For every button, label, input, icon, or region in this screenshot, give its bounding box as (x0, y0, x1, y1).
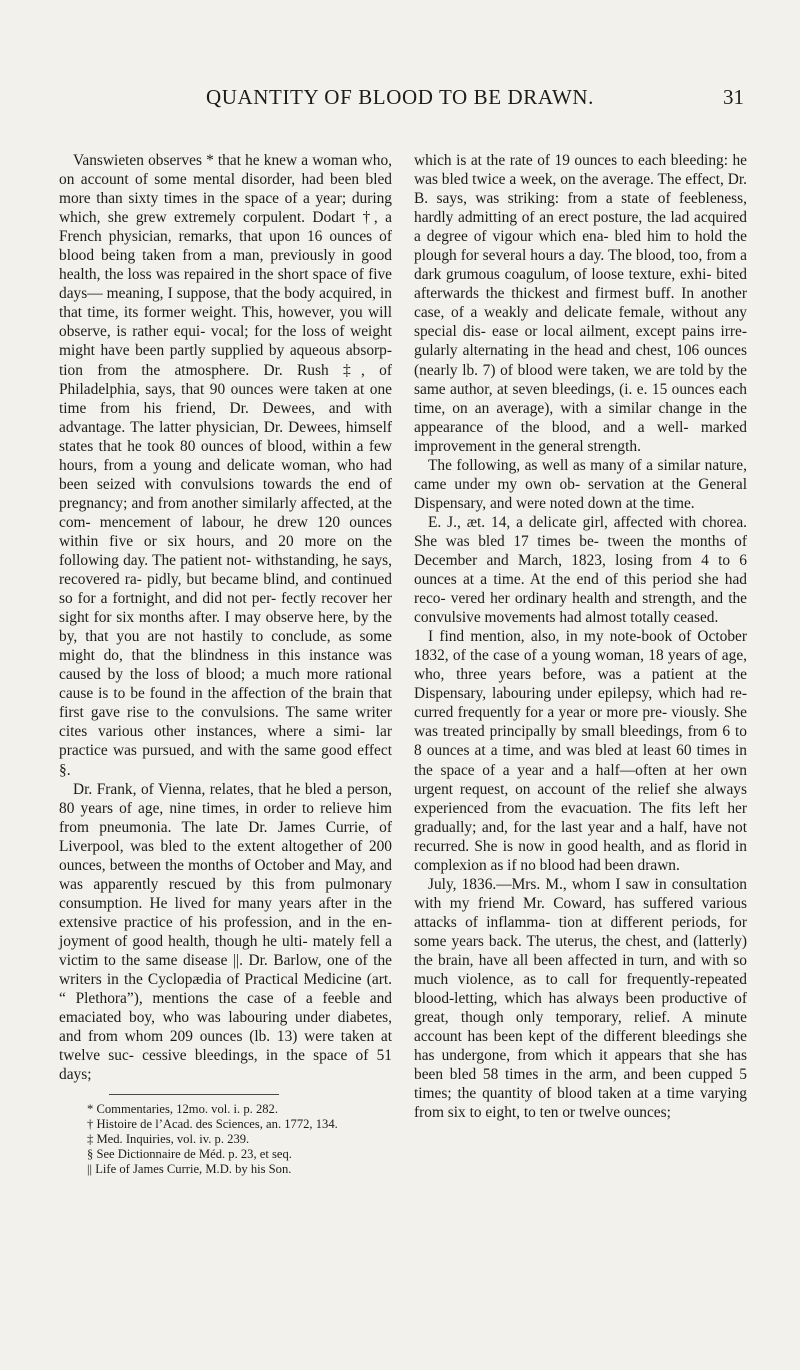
paragraph-case-chorea: E. J., æt. 14, a delicate girl, affected with chorea. She was bled 17 times be- tween the months of December and March, 1823, losing from 4 to 6 ounces at a time. At the end of this period she had reco- vered her ordinary health and strength, and the convulsive movements had almost totally ceased. (414, 513, 747, 627)
footnote-1: * Commentaries, 12mo. vol. i. p. 282. (87, 1102, 278, 1117)
running-title: QUANTITY OF BLOOD TO BE DRAWN. (205, 85, 595, 109)
page-number: 31 (723, 85, 744, 109)
paragraph-case-epilepsy: I find mention, also, in my note-book of October 1832, of the case of a young woman, 18 years of age, who, three years before, was a patient at the Dispensary, labouring under epilepsy, which had re- curred frequently for a year or more pre- viously. She was treated principally by small bleedings, from 6 to 8 ounces at a time, and was bled at least 60 times in the space of a year and a half—often at her own urgent request, on account of the relief she always experienced from the evacuation. The fits left her gradually; and, for the last year and a half, have not recurred. She is now in good health, and as florid in complexion as if no blood had been drawn. (414, 628, 747, 874)
footnotes (59, 1102, 392, 1177)
footnote-3: ‡ Med. Inquiries, vol. iv. p. 239. (87, 1132, 250, 1147)
left-column (59, 151, 392, 1177)
paragraph-vanswieten: Vanswieten observes * that he knew a woman who, on account of some mental disorder, had been bled more than sixty times in the space of a year; during which, she grew extremely corpulent. Dodart †, a French physician, remarks, that upon 16 ounces of blood being taken from a man, previously in good health, the loss was repaired in the short space of five days— meaning, I suppose, that the body acquired, in that time, its former weight. This, however, you will observe, is rather equi- vocal; for the loss of weight might have been partly supplied by aqueous absorp- tion from the atmosphere. Dr. Rush ‡, of Philadelphia, says, that 90 ounces were taken at one time from his friend, Dr. Dewees, and with advantage. The latter physician, Dr. Dewees, himself states that he took 80 ounces of blood, within a few hours, from a young and delicate woman, who had been seized with convulsions towards the end of pregnancy; and from another similarly affected, at the com- mencement of labour, he drew 120 ounces within five or six hours, and 20 more on the following day. The patient not- withstanding, he says, recovered ra- pidly, but became blind, and continued so for a fortnight, and did not per- fectly recover her sight for six months after. I may observe here, by the by, that you are not hastily to conclude, as some might do, that the blindness in this instance was caused by the loss of blood; a much more rational cause is to be found in the affection of the brain that first gave rise to the convulsions. The same writer cites various other instances, where a simi- lar practice was pursued, and with the same good effect §. (59, 152, 392, 779)
paragraph-case-mrs-m: July, 1836.—Mrs. M., whom I saw in consultation with my friend Mr. Coward, has suffered various attacks of inflamma- tion at different periods, for some years back. The uterus, the chest, and (latterly) the brain, have all been affected in turn, and with so much violence, as to call for frequently-repeated blood-letting, which has always been productive of great, though only temporary, relief. A minute account has been kept of the different bleedings she has undergone, from which it appears that she has been bled 58 times in the arm, and been cupped 5 times; the quantity of blood taken at a time varying from six to eight, to ten or twelve ounces; (414, 875, 747, 1122)
footnote-rule (109, 1094, 279, 1095)
footnote-2: † Histoire de l’Acad. des Sciences, an. 1772, 134. (87, 1117, 338, 1132)
paragraph-dispensary: The following, as well as many of a similar nature, came under my own ob- servation at the General Dispensary, and were noted down at the time. (414, 456, 747, 512)
paragraph-frank: Dr. Frank, of Vienna, relates, that he bled a person, 80 years of age, nine times, in order to relieve him from pneumonia. The late Dr. James Currie, of Liverpool, was bled to the extent altogether of 200 ounces, between the months of October and May, and was apparently rescued by this from pulmonary consumption. He lived for many years after in the extensive practice of his profession, and in the en- joyment of good health, though he ulti- mately fell a victim to the same disease ||. Dr. Barlow, one of the writers in the Cyclopædia of Practical Medicine (art. “ Plethora”), mentions the case of a feeble and emaciated boy, who was labouring under diabetes, and from whom 209 ounces (lb. 13) were taken at twelve suc- cessive bleedings, in the space of 51 days; (59, 780, 392, 1084)
footnote-5: || Life of James Currie, M.D. by his Son. (87, 1162, 292, 1177)
page-header (0, 85, 800, 125)
paragraph-continuation: which is at the rate of 19 ounces to each bleeding: he was bled twice a week, on the average. The effect, Dr. B. says, was striking: from a state of feebleness, hardly admitting of an erect posture, the lad acquired a degree of vigour which ena- bled him to hold the plough for several hours a day. The blood, too, from a dark grumous coagulum, of loose texture, exhi- bited afterwards the thickest and firmest buff. In another case, of a weakly and delicate female, without any special dis- ease or local ailment, except pains irre- gularly alternating in the head and chest, 106 ounces (nearly lb. 7) of blood were taken, we are told by the same author, at seven bleedings, (i. e. 15 ounces each time, on an average), with a similar change in the appearance of the blood, and a well- marked improvement in the general strength. (414, 152, 747, 455)
footnote-4: § See Dictionnaire de Méd. p. 23, et seq. (87, 1147, 292, 1162)
right-column (414, 151, 747, 1122)
